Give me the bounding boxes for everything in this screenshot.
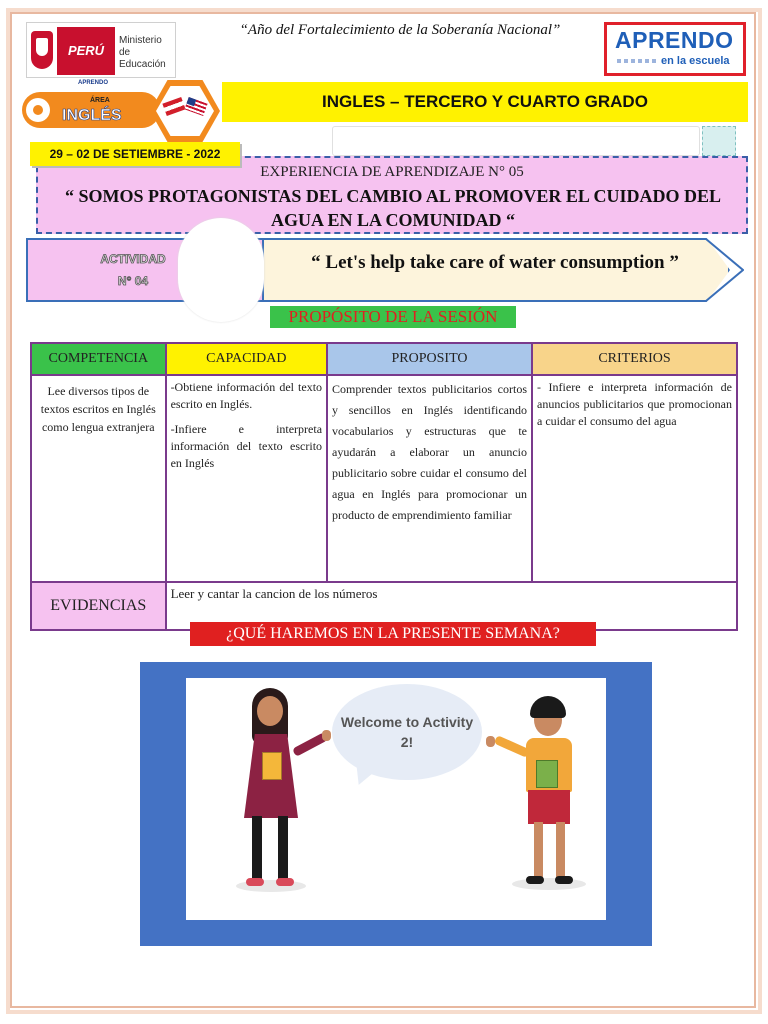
girl-shoe-right [276,878,294,886]
peru-shield-icon [31,31,53,69]
girl-face [257,696,283,726]
header-capacidad: CAPACIDAD [166,343,327,375]
area-label: ÁREA [90,97,110,104]
aprendo-logo [604,22,746,76]
ministry-name: Ministerio de Educación [119,35,166,70]
area-name: INGLÉS [62,107,122,124]
evidence-label: EVIDENCIAS [31,582,166,630]
session-table [30,342,738,631]
cell-proposito [327,375,532,582]
experience-number: EXPERIENCIA DE APRENDIZAJE N° 05 [260,164,524,180]
table-row [31,375,737,582]
activity-label [88,248,178,292]
national-motto: “Año del Fortalecimiento de la Soberanía Nacional” [239,22,561,38]
boy-leg-left [534,822,543,878]
cell-capacidad [166,375,327,582]
table-header-row [31,343,737,375]
activity-label-line1: ACTIVIDAD [100,252,166,266]
aprendo-logo-sub: en la escuela [661,55,730,67]
experience-title: “ SOMOS PROTAGONISTAS DEL CAMBIO AL PROMOVER EL CUIDADO DEL AGUA EN LA COMUNIDAD “ [65,186,721,230]
cell-criterios [532,375,737,582]
cell-competencia: Lee diversos tipos de textos escritos en Inglés como lengua extranjera [31,375,166,582]
proposito-text: Comprender textos publicitarios cortos y sencillos en Inglés identificando vocabularios y estructuras que te ayudarán a elaborar un anuncio publicitario sobre cuidar el consumo del agua en Inglés para promocionar un producto de emprendimiento familiar [332,382,527,522]
aprendo-dots-icon [617,59,657,63]
experience-box [36,156,748,234]
boy-shorts [528,790,570,824]
peru-label: PERÚ [57,27,115,75]
boy-hand [486,736,495,747]
capacidad-item-1: -Obtiene información del texto escrito en Inglés. [170,380,323,411]
aprendo-logo-word: APRENDO [615,27,734,53]
boy-book-icon [536,760,558,788]
girl-book-icon [262,752,282,780]
girl-hand [322,730,331,741]
activity-title: “ Let's help take care of water consumption ” [311,252,679,273]
girl-leg-left [252,816,262,880]
boy-leg-right [556,822,565,878]
boy-shadow [512,878,586,890]
speech-text: Welcome to Activity 2! [340,714,474,750]
ministry-logo [26,22,176,78]
girl-shoe-left [246,878,264,886]
boy-shoe-left [526,876,544,884]
area-circle-icon [26,98,50,122]
girl-leg-right [278,816,288,880]
boy-shoe-right [555,876,573,884]
grade-title: INGLES – TERCERO Y CUARTO GRADO [222,82,748,122]
criterios-text: - Infiere e interpreta información de anuncios publicitarios que promocionan a cuidar el consumo del agua [537,380,732,428]
activity-label-line2: N° 04 [117,274,149,288]
capacidad-item-2: -Infiere e interpreta información del texto escrito en Inglés [170,422,323,470]
blank-dashed-box [702,126,736,156]
week-heading: ¿QUÉ HAREMOS EN LA PRESENTE SEMANA? [190,622,596,646]
header-proposito: PROPOSITO [327,343,532,375]
header-criterios: CRITERIOS [532,343,737,375]
blank-name-field [332,126,700,156]
date-label: 29 – 02 DE SETIEMBRE - 2022 [30,142,240,166]
header-competencia: COMPETENCIA [31,343,166,375]
area-badge [22,92,160,128]
evidence-text: Leer y cantar la cancion de los números [166,582,737,630]
purpose-heading: PROPÓSITO DE LA SESIÓN [270,306,516,328]
speech-bubble-blank [178,218,264,322]
ministry-sub: APRENDO [78,80,109,86]
